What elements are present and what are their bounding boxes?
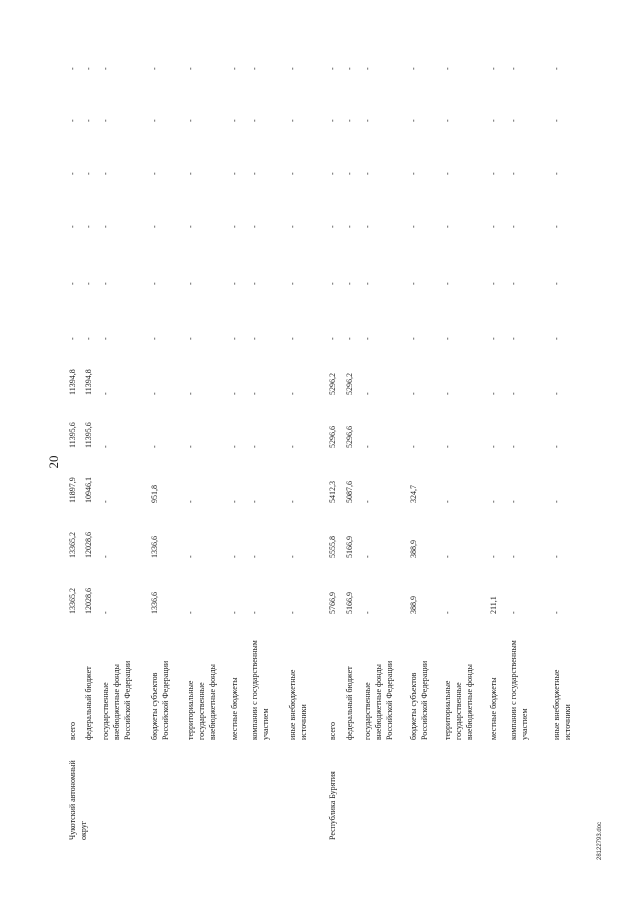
- value-cell: -: [509, 337, 518, 340]
- value-cell: -: [150, 119, 159, 122]
- value-cell: -: [443, 282, 452, 285]
- value-cell: -: [150, 282, 159, 285]
- value-cell: -: [84, 282, 93, 285]
- source-label: иные внебюджетные источники: [552, 669, 572, 740]
- value-cell: 11394,8: [68, 369, 77, 395]
- value-cell: 5166,9: [345, 592, 354, 614]
- value-cell: 5087,6: [345, 481, 354, 503]
- value-cell: -: [552, 225, 561, 228]
- value-cell: -: [101, 119, 110, 122]
- value-cell: -: [230, 555, 239, 558]
- value-cell: -: [509, 611, 518, 614]
- value-cell: -: [250, 500, 259, 503]
- value-cell: -: [150, 337, 159, 340]
- value-cell: -: [345, 282, 354, 285]
- value-cell: -: [443, 225, 452, 228]
- source-label: федеральный бюджет: [345, 666, 354, 740]
- value-cell: -: [288, 555, 297, 558]
- value-cell: -: [230, 225, 239, 228]
- value-cell: -: [101, 67, 110, 70]
- source-label: всего: [328, 721, 337, 740]
- value-cell: 13365,2: [68, 532, 77, 558]
- value-cell: 388,9: [409, 596, 418, 614]
- value-cell: 1336,6: [150, 592, 159, 614]
- source-label: компании с государственным участием: [250, 640, 270, 740]
- value-cell: -: [489, 67, 498, 70]
- value-cell: -: [443, 500, 452, 503]
- value-cell: -: [363, 445, 372, 448]
- value-cell: 5412,3: [328, 481, 337, 503]
- value-cell: -: [409, 119, 418, 122]
- value-cell: -: [363, 337, 372, 340]
- value-cell: -: [101, 337, 110, 340]
- source-label: местные бюджеты: [489, 677, 498, 740]
- value-cell: -: [101, 225, 110, 228]
- value-cell: -: [409, 445, 418, 448]
- value-cell: -: [288, 67, 297, 70]
- value-cell: -: [186, 119, 195, 122]
- value-cell: -: [150, 225, 159, 228]
- value-cell: -: [509, 445, 518, 448]
- value-cell: -: [150, 172, 159, 175]
- value-cell: -: [509, 500, 518, 503]
- value-cell: -: [328, 172, 337, 175]
- value-cell: 1336,6: [150, 536, 159, 558]
- value-cell: -: [250, 119, 259, 122]
- value-cell: -: [84, 172, 93, 175]
- value-cell: -: [552, 67, 561, 70]
- value-cell: -: [443, 392, 452, 395]
- value-cell: -: [250, 392, 259, 395]
- value-cell: -: [363, 611, 372, 614]
- value-cell: -: [363, 119, 372, 122]
- value-cell: -: [288, 119, 297, 122]
- value-cell: -: [552, 445, 561, 448]
- source-label: государственные внебюджетные фонды Российской Федерации: [363, 660, 394, 740]
- value-cell: -: [409, 392, 418, 395]
- value-cell: -: [409, 225, 418, 228]
- value-cell: -: [230, 611, 239, 614]
- value-cell: -: [101, 282, 110, 285]
- value-cell: -: [288, 611, 297, 614]
- source-label: всего: [68, 721, 77, 740]
- value-cell: -: [345, 172, 354, 175]
- value-cell: -: [552, 172, 561, 175]
- region-name: Чукотский автономный округ: [68, 760, 88, 840]
- value-cell: -: [186, 67, 195, 70]
- value-cell: -: [409, 172, 418, 175]
- value-cell: -: [489, 119, 498, 122]
- value-cell: -: [489, 555, 498, 558]
- value-cell: 5296,2: [345, 373, 354, 395]
- value-cell: -: [443, 172, 452, 175]
- value-cell: 12028,6: [84, 532, 93, 558]
- value-cell: -: [250, 282, 259, 285]
- value-cell: -: [186, 282, 195, 285]
- value-cell: -: [68, 225, 77, 228]
- source-label: бюджеты субъектов Российской Федерации: [409, 660, 429, 740]
- source-label: федеральный бюджет: [84, 666, 93, 740]
- value-cell: -: [509, 119, 518, 122]
- funding-table: [65, 20, 585, 840]
- value-cell: -: [230, 119, 239, 122]
- value-cell: -: [230, 337, 239, 340]
- value-cell: -: [489, 337, 498, 340]
- value-cell: -: [250, 67, 259, 70]
- value-cell: -: [489, 172, 498, 175]
- value-cell: -: [68, 282, 77, 285]
- value-cell: -: [230, 500, 239, 503]
- value-cell: -: [101, 500, 110, 503]
- value-cell: 5296,6: [328, 426, 337, 448]
- value-cell: -: [552, 555, 561, 558]
- value-cell: -: [288, 282, 297, 285]
- value-cell: 324,7: [409, 485, 418, 503]
- value-cell: 11897,9: [68, 477, 77, 503]
- value-cell: -: [509, 67, 518, 70]
- value-cell: -: [84, 337, 93, 340]
- value-cell: -: [443, 337, 452, 340]
- value-cell: 5166,9: [345, 536, 354, 558]
- source-label: бюджеты субъектов Российской Федерации: [150, 660, 170, 740]
- value-cell: 211,1: [489, 596, 498, 614]
- region-name: Республика Бурятия: [328, 771, 337, 840]
- value-cell: -: [68, 119, 77, 122]
- value-cell: -: [101, 611, 110, 614]
- value-cell: -: [552, 337, 561, 340]
- value-cell: -: [552, 119, 561, 122]
- source-label: территориальные государственные внебюджетные фонды: [443, 664, 474, 740]
- value-cell: -: [101, 172, 110, 175]
- value-cell: 13365,2: [68, 588, 77, 614]
- value-cell: -: [186, 225, 195, 228]
- value-cell: -: [230, 445, 239, 448]
- value-cell: -: [288, 337, 297, 340]
- value-cell: -: [186, 445, 195, 448]
- value-cell: -: [288, 172, 297, 175]
- value-cell: -: [489, 282, 498, 285]
- value-cell: -: [363, 282, 372, 285]
- value-cell: -: [345, 337, 354, 340]
- source-label: государственные внебюджетные фонды Российской Федерации: [101, 660, 132, 740]
- value-cell: -: [509, 392, 518, 395]
- value-cell: 11395,6: [84, 422, 93, 448]
- source-label: компании с государственным участием: [509, 640, 529, 740]
- value-cell: -: [363, 500, 372, 503]
- value-cell: -: [84, 119, 93, 122]
- value-cell: -: [250, 225, 259, 228]
- value-cell: -: [230, 67, 239, 70]
- value-cell: -: [443, 555, 452, 558]
- value-cell: -: [552, 282, 561, 285]
- value-cell: -: [288, 500, 297, 503]
- value-cell: -: [288, 225, 297, 228]
- value-cell: -: [552, 611, 561, 614]
- value-cell: -: [186, 555, 195, 558]
- value-cell: -: [409, 67, 418, 70]
- value-cell: -: [409, 282, 418, 285]
- value-cell: 11394,8: [84, 369, 93, 395]
- value-cell: 5766,9: [328, 592, 337, 614]
- value-cell: -: [230, 172, 239, 175]
- value-cell: -: [443, 67, 452, 70]
- value-cell: -: [186, 500, 195, 503]
- value-cell: -: [363, 172, 372, 175]
- source-label: иные внебюджетные источники: [288, 669, 308, 740]
- value-cell: -: [250, 555, 259, 558]
- value-cell: -: [363, 555, 372, 558]
- value-cell: -: [288, 392, 297, 395]
- value-cell: -: [443, 611, 452, 614]
- value-cell: -: [150, 445, 159, 448]
- value-cell: -: [150, 67, 159, 70]
- value-cell: -: [489, 500, 498, 503]
- value-cell: -: [150, 392, 159, 395]
- value-cell: -: [509, 225, 518, 228]
- value-cell: -: [101, 555, 110, 558]
- value-cell: -: [328, 119, 337, 122]
- value-cell: -: [345, 119, 354, 122]
- value-cell: -: [363, 225, 372, 228]
- value-cell: 388,9: [409, 540, 418, 558]
- value-cell: -: [509, 172, 518, 175]
- value-cell: 5555,8: [328, 536, 337, 558]
- value-cell: -: [250, 611, 259, 614]
- value-cell: -: [552, 500, 561, 503]
- value-cell: -: [68, 67, 77, 70]
- document-reference: 28122793.doc: [597, 821, 603, 860]
- value-cell: 951,8: [150, 485, 159, 503]
- page-number: 20: [46, 455, 61, 469]
- value-cell: -: [489, 392, 498, 395]
- value-cell: -: [186, 392, 195, 395]
- value-cell: -: [230, 282, 239, 285]
- value-cell: -: [250, 445, 259, 448]
- value-cell: -: [68, 337, 77, 340]
- value-cell: -: [68, 172, 77, 175]
- value-cell: -: [186, 611, 195, 614]
- value-cell: -: [328, 67, 337, 70]
- value-cell: 5296,6: [345, 426, 354, 448]
- value-cell: -: [101, 445, 110, 448]
- value-cell: 5296,2: [328, 373, 337, 395]
- value-cell: -: [489, 225, 498, 228]
- value-cell: -: [288, 445, 297, 448]
- value-cell: -: [250, 172, 259, 175]
- source-label: территориальные государственные внебюджетные фонды: [186, 664, 217, 740]
- value-cell: 10946,1: [84, 477, 93, 503]
- value-cell: -: [84, 67, 93, 70]
- value-cell: -: [328, 225, 337, 228]
- value-cell: -: [509, 555, 518, 558]
- value-cell: 12028,6: [84, 588, 93, 614]
- value-cell: -: [328, 337, 337, 340]
- value-cell: -: [409, 337, 418, 340]
- source-label: местные бюджеты: [230, 677, 239, 740]
- value-cell: -: [230, 392, 239, 395]
- value-cell: -: [443, 445, 452, 448]
- value-cell: -: [250, 337, 259, 340]
- value-cell: 11395,6: [68, 422, 77, 448]
- value-cell: -: [345, 225, 354, 228]
- value-cell: -: [186, 337, 195, 340]
- value-cell: -: [363, 392, 372, 395]
- value-cell: -: [363, 67, 372, 70]
- value-cell: -: [328, 282, 337, 285]
- value-cell: -: [509, 282, 518, 285]
- value-cell: -: [84, 225, 93, 228]
- value-cell: -: [345, 67, 354, 70]
- value-cell: -: [552, 392, 561, 395]
- value-cell: -: [186, 172, 195, 175]
- value-cell: -: [489, 445, 498, 448]
- value-cell: -: [443, 119, 452, 122]
- value-cell: -: [101, 392, 110, 395]
